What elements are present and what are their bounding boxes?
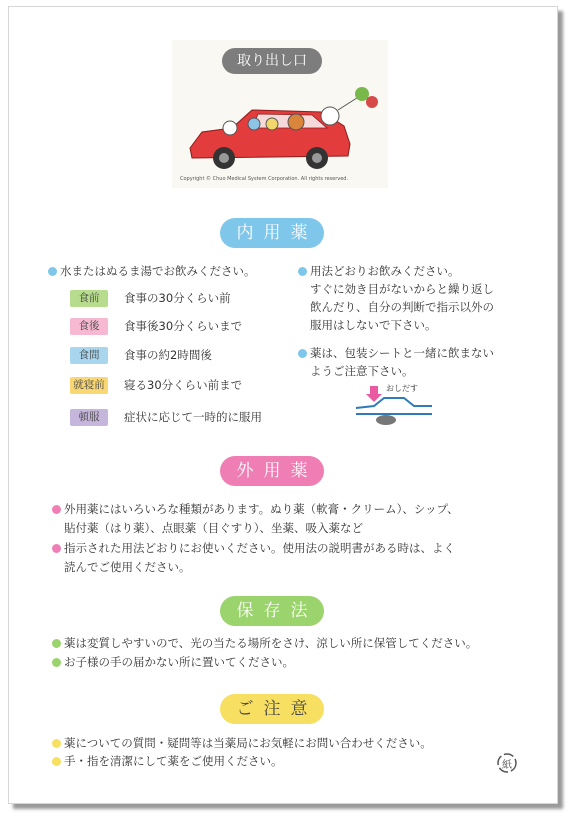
badge-as-needed: 頓服 xyxy=(70,409,108,426)
internal-right-1-line-1: 用法どおりお飲みください。 xyxy=(298,262,460,280)
storage-line-2: お子様の手の届かない所に置いてください。 xyxy=(52,653,294,671)
bullet-icon xyxy=(52,739,61,748)
bullet-icon xyxy=(298,267,307,276)
section-storage: 保存法 xyxy=(220,596,324,626)
badge-between-meals: 食間 xyxy=(70,347,108,364)
row-between-meals: 食事の約2時間後 xyxy=(124,348,212,362)
bullet-icon xyxy=(52,544,61,553)
internal-right-2-line-1: 薬は、包装シートと一緒に飲まない xyxy=(298,344,494,362)
bullet-icon xyxy=(52,757,61,766)
row-bedtime: 寝る30分くらい前まで xyxy=(124,378,243,392)
internal-right-1-line-2: すぐに効き目がないからと繰り返し xyxy=(310,282,494,296)
bullet-icon xyxy=(52,658,61,667)
internal-right-2-line-2: ようご注意下さい。 xyxy=(310,364,414,378)
bullet-icon xyxy=(48,267,57,276)
internal-right-1-line-4: 服用はしないで下さい。 xyxy=(310,318,437,332)
section-external: 外用薬 xyxy=(220,456,324,486)
external-line-1: 外用薬にはいろいろな種類があります。ぬり薬（軟膏・クリーム）、シップ、 xyxy=(52,500,459,518)
internal-intro: 水またはぬるま湯でお飲みください。 xyxy=(48,262,256,280)
badge-bedtime: 就寝前 xyxy=(70,377,108,394)
external-line-4: 読んでご使用ください。 xyxy=(64,560,191,574)
outlet-pill: 取り出し口 xyxy=(222,48,322,74)
bullet-icon xyxy=(52,505,61,514)
section-caution: ご注意 xyxy=(220,694,324,724)
row-as-needed: 症状に応じて一時的に服用 xyxy=(124,410,262,424)
copyright-text: Copyright © Chuo Medical System Corporation. All rights reserved. xyxy=(180,176,349,182)
row-after-meal: 食事後30分くらいまで xyxy=(124,319,243,333)
badge-before-meal: 食前 xyxy=(70,290,108,307)
row-before-meal: 食事の30分くらい前 xyxy=(124,291,231,305)
push-label: おしだす xyxy=(386,384,418,393)
section-internal: 内用薬 xyxy=(220,218,324,248)
caution-line-2: 手・指を清潔にして薬をご使用ください。 xyxy=(52,752,283,770)
external-line-2: 貼付薬（はり薬）、点眼薬（目ぐすり）、坐薬、吸入薬など xyxy=(64,521,363,535)
badge-after-meal: 食後 xyxy=(70,318,108,335)
internal-right-1-line-3: 飲んだり、自分の判断で指示以外の xyxy=(310,300,494,314)
external-line-3: 指示された用法どおりにお使いください。使用法の説明書がある時は、よく xyxy=(52,539,455,557)
caution-line-1: 薬についての質問・疑問等は当薬局にお気軽にお問い合わせください。 xyxy=(52,734,432,752)
recycle-mark-text: 紙 xyxy=(502,760,512,771)
storage-line-1: 薬は変質しやすいので、光の当たる場所をさけ、涼しい所に保管してください。 xyxy=(52,634,477,652)
paper-recycle-icon xyxy=(496,752,518,774)
bullet-icon xyxy=(298,349,307,358)
bullet-icon xyxy=(52,639,61,648)
